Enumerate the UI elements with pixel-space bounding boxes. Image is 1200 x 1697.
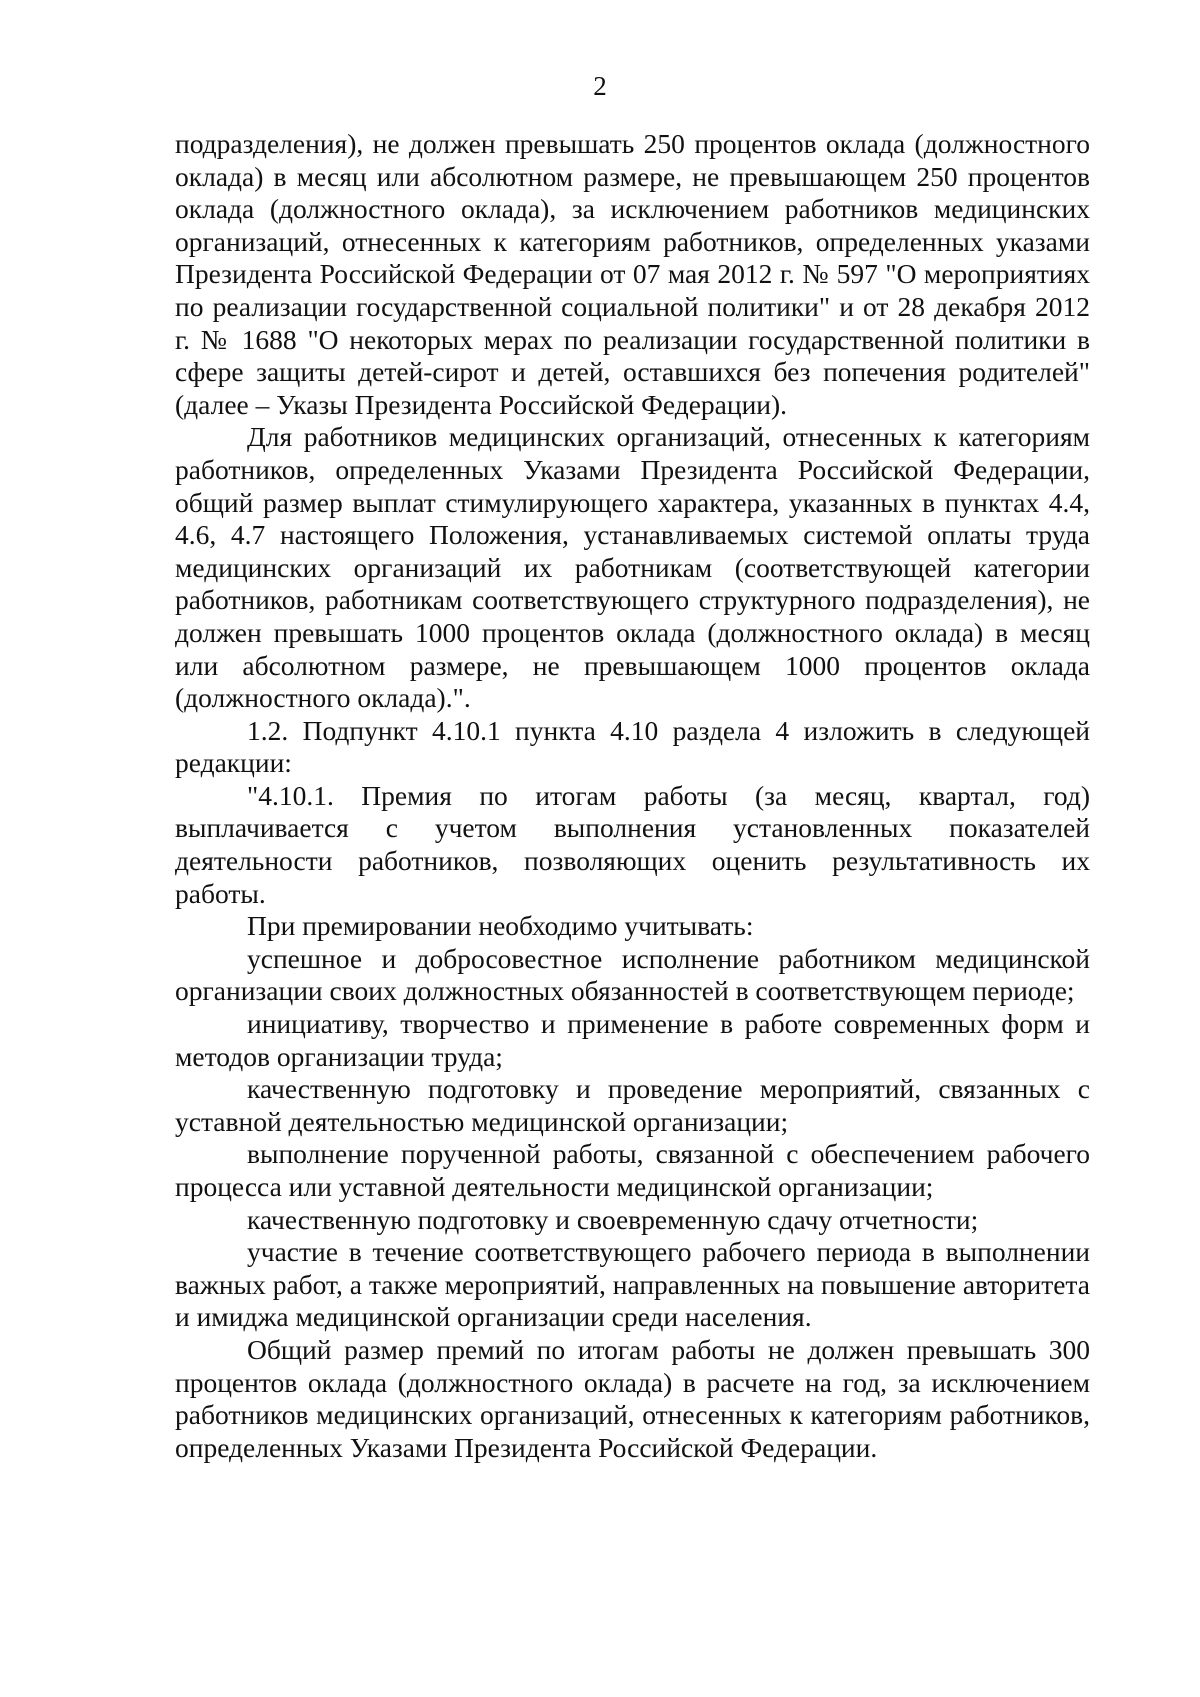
paragraph: 1.2. Подпункт 4.10.1 пункта 4.10 раздела 4 изложить в следующей редакции: <box>175 714 1090 779</box>
list-item: инициативу, творчество и применение в работе современных форм и методов организации труда; <box>175 1008 1090 1072</box>
document-body <box>175 128 1090 1464</box>
list-item: участие в течение соответствующего рабочего периода в выполнении важных работ, а также мероприятий, направленных на повышение авторитета и имиджа медицинской организации среди населения. <box>175 1236 1090 1333</box>
paragraph: Общий размер премий по итогам работы не должен превышать 300 процентов оклада (должностного оклада) в расчете на год, за исключением работников медицинских организаций, отнесенных к категориям работников, определенных Указами Президента Российской Федерации. <box>175 1333 1090 1463</box>
paragraph: "4.10.1. Премия по итогам работы (за месяц, квартал, год) выплачивается с учетом выполнения установленных показателей деятельности работников, позволяющих оценить результативность их работы. <box>175 779 1090 909</box>
list-item: выполнение порученной работы, связанной с обеспечением рабочего процесса или уставной деятельности медицинской организации; <box>175 1138 1090 1202</box>
paragraph-continuation: подразделения), не должен превышать 250 процентов оклада (должностного оклада) в месяц или абсолютном размере, не превышающем 250 процентов оклада (должностного оклада), за исключением работников медицинских организаций, отнесенных к категориям работников, определенных указами Президента Российской Федерации от 07 мая 2012 г. № 597 "О мероприятиях по реализации государственной социальной политики" и от 28 декабря 2012 г. № 1688 "О некоторых мерах по реализации государственной политики в сфере защиты детей-сирот и детей, оставшихся без попечения родителей" (далее – Указы Президента Российской Федерации). <box>175 128 1090 420</box>
paragraph: При премировании необходимо учитывать: <box>247 910 754 942</box>
page-number: 2 <box>593 71 607 101</box>
list-item: качественную подготовку и своевременную сдачу отчетности; <box>247 1203 979 1235</box>
list-item: качественную подготовку и проведение мероприятий, связанных с уставной деятельностью медицинской организации; <box>175 1073 1090 1137</box>
paragraph: Для работников медицинских организаций, отнесенных к категориям работников, определенных Указами Президента Российской Федерации, общий размер выплат стимулирующего характера, указанных в пунктах 4.4, 4.6, 4.7 настоящего Положения, устанавливаемых системой оплаты труда медицинских организаций их работникам (соответствующей категории работников, работникам соответствующего структурного подразделения), не должен превышать 1000 процентов оклада (должностного оклада) в месяц или абсолютном размере, не превышающем 1000 процентов оклада (должностного оклада).". <box>175 421 1090 714</box>
list-item: успешное и добросовестное исполнение работником медицинской организации своих должностных обязанностей в соответствующем периоде; <box>175 942 1090 1007</box>
